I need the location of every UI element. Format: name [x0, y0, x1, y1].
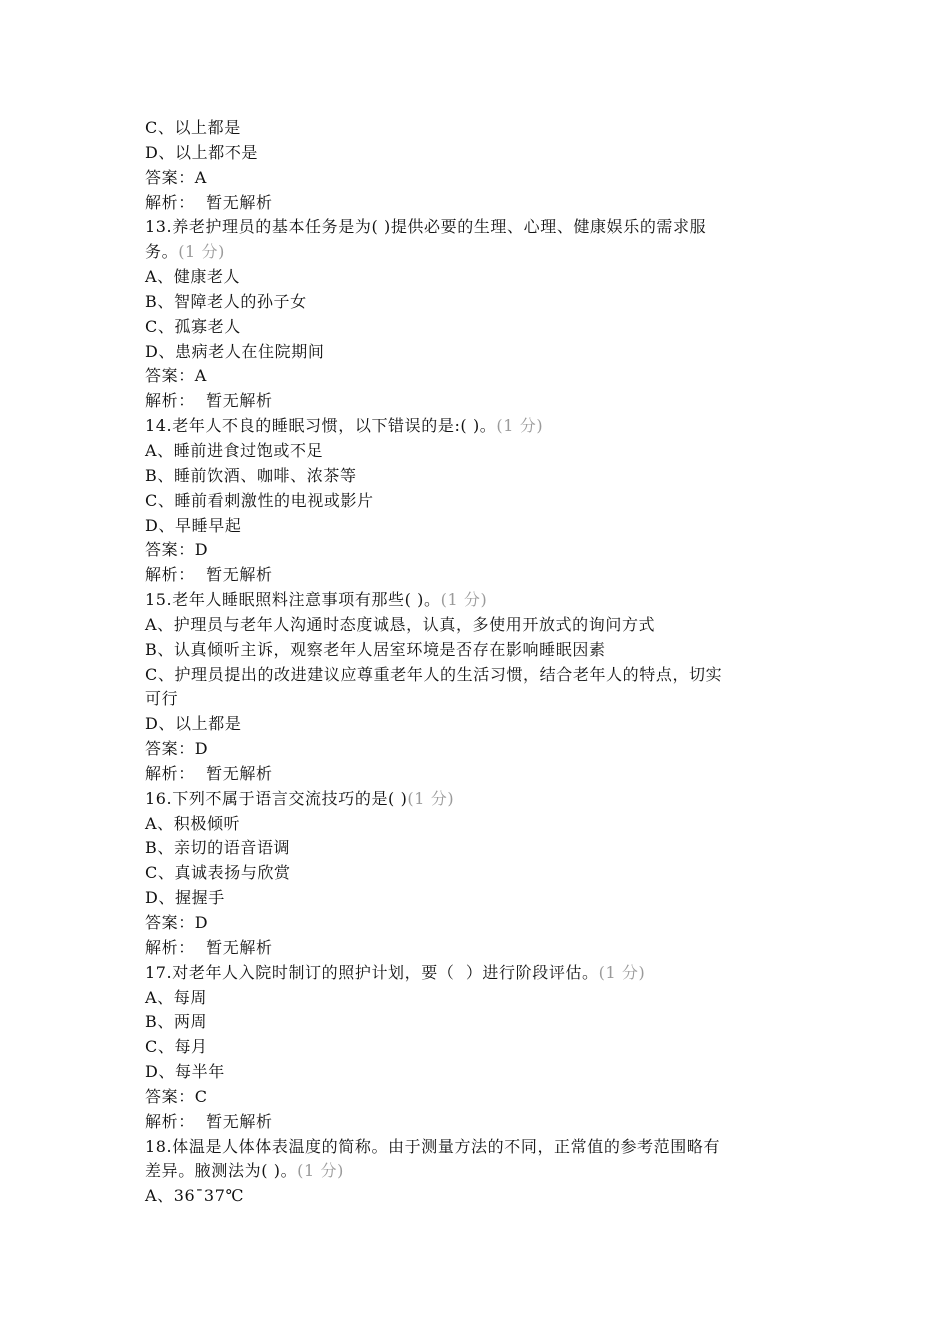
option-text: C、真诚表扬与欣赏 [145, 863, 291, 883]
option-line [145, 861, 825, 886]
option-line [145, 986, 825, 1011]
option-line [145, 812, 825, 837]
option-text: B、亲切的语音语调 [145, 838, 291, 858]
option-line [145, 663, 825, 688]
analysis-text: 解析： 暂无解析 [145, 763, 273, 783]
question-text: 务。 [145, 242, 179, 262]
option-line [145, 290, 825, 315]
analysis-line [145, 563, 825, 588]
option-text: A、睡前进食过饱或不足 [145, 440, 324, 460]
option-text: A、积极倾听 [145, 813, 241, 833]
option-line [145, 439, 825, 464]
option-line [145, 315, 825, 340]
option-line [145, 886, 825, 911]
option-text: C、护理员提出的改进建议应尊重老年人的生活习惯，结合老年人的特点，切实 [145, 664, 723, 684]
option-text: B、认真倾听主诉，观察老年人居室环境是否存在影响睡眠因素 [145, 639, 606, 659]
analysis-text: 解析： 暂无解析 [145, 192, 273, 212]
analysis-text: 解析： 暂无解析 [145, 391, 273, 411]
answer-text: 答案：D [145, 540, 209, 560]
answer-line [145, 364, 825, 389]
score-label: (1 分) [440, 590, 488, 610]
question-text: 14.老年人不良的睡眠习惯，以下错误的是:( )。 [145, 416, 497, 436]
analysis-text: 解析： 暂无解析 [145, 937, 273, 957]
option-line [145, 141, 825, 166]
answer-text: 答案：D [145, 739, 209, 759]
option-text: A、36¯37℃ [145, 1186, 244, 1206]
option-text: D、患病老人在住院期间 [145, 341, 325, 361]
option-text: C、以上都是 [145, 118, 241, 137]
score-label: (1 分) [598, 962, 646, 982]
option-text: D、以上都是 [145, 714, 242, 734]
option-line [145, 1184, 825, 1209]
question-line [145, 1159, 825, 1184]
option-line [145, 1035, 825, 1060]
question-text: 13.养老护理员的基本任务是为( )提供必要的生理、心理、健康娱乐的需求服 [145, 217, 707, 237]
answer-text: 答案：A [145, 366, 207, 386]
answer-line [145, 166, 825, 191]
score-label: (1 分) [407, 788, 455, 808]
score-label: (1 分) [297, 1161, 344, 1181]
option-text: A、护理员与老年人沟通时态度诚恳，认真，多使用开放式的询问方式 [145, 614, 656, 634]
document-page [145, 116, 825, 1209]
option-line [145, 514, 825, 539]
question-text: 16.下列不属于语言交流技巧的是( ) [145, 788, 408, 808]
option-text: 可行 [145, 689, 179, 709]
answer-line [145, 538, 825, 563]
option-line [145, 489, 825, 514]
score-label: (1 分) [178, 242, 225, 262]
question-line [145, 961, 825, 986]
option-text: A、健康老人 [145, 267, 241, 287]
score-label: (1 分) [496, 416, 544, 436]
answer-line [145, 737, 825, 762]
option-text: D、每半年 [145, 1062, 225, 1082]
option-text: B、两周 [145, 1012, 208, 1032]
question-text: 17.对老年人入院时制订的照护计划，要（ ）进行阶段评估。 [145, 962, 599, 982]
question-line [145, 787, 825, 812]
option-line [145, 712, 825, 737]
option-line [145, 116, 825, 141]
answer-text: 答案：C [145, 1086, 208, 1106]
option-line [145, 687, 825, 712]
option-line [145, 1060, 825, 1085]
option-line [145, 464, 825, 489]
option-text: B、睡前饮酒、咖啡、浓茶等 [145, 465, 357, 485]
option-text: A、每周 [145, 987, 207, 1007]
analysis-text: 解析： 暂无解析 [145, 565, 273, 585]
question-text: 15.老年人睡眠照料注意事项有那些( )。 [145, 590, 441, 610]
analysis-line [145, 191, 825, 216]
option-text: D、握握手 [145, 888, 225, 908]
option-line [145, 265, 825, 290]
option-line [145, 1010, 825, 1035]
question-line [145, 240, 825, 265]
question-text: 18.体温是人体体表温度的简称。由于测量方法的不同，正常值的参考范围略有 [145, 1136, 721, 1156]
analysis-text: 解析： 暂无解析 [145, 1111, 273, 1131]
option-text: C、孤寡老人 [145, 316, 241, 336]
answer-text: 答案：D [145, 913, 209, 932]
option-line [145, 613, 825, 638]
option-line [145, 340, 825, 365]
option-text: C、睡前看刺激性的电视或影片 [145, 490, 374, 510]
answer-line [145, 1085, 825, 1110]
question-text: 差异。腋测法为( )。 [145, 1161, 298, 1181]
answer-line [145, 911, 825, 936]
question-line [145, 1135, 825, 1160]
analysis-line [145, 1110, 825, 1135]
answer-text: 答案：A [145, 167, 207, 187]
option-line [145, 836, 825, 861]
option-text: D、以上都不是 [145, 142, 259, 162]
analysis-line [145, 762, 825, 787]
question-line [145, 414, 825, 439]
option-text: D、早睡早起 [145, 515, 242, 535]
analysis-line [145, 389, 825, 414]
option-text: B、智障老人的孙子女 [145, 291, 307, 311]
question-line [145, 588, 825, 613]
option-line [145, 638, 825, 663]
analysis-line [145, 936, 825, 961]
question-line [145, 215, 825, 240]
option-text: C、每月 [145, 1037, 208, 1057]
